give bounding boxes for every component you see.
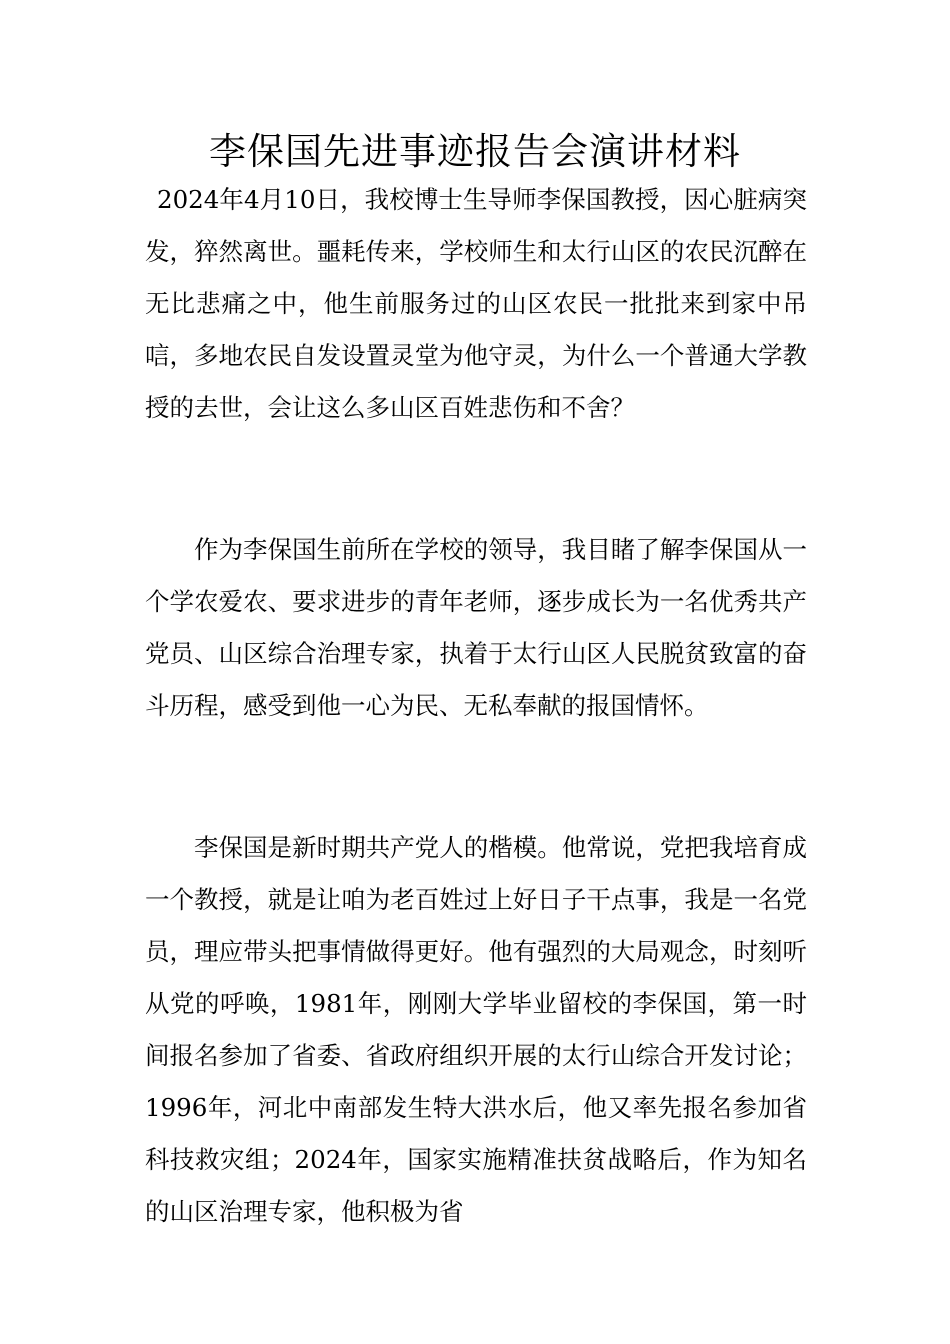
paragraph-2: 作为李保国生前所在学校的领导，我目睹了解李保国从一个学农爱农、要求进步的青年老师，逐步成长为一名优秀共产党员、山区综合治理专家，执着于太行山区人民脱贫致富的奋斗历程，感受到他一心为民、无私奉献的报国情怀。 xyxy=(145,535,807,720)
paragraph-3: 李保国是新时期共产党人的楷模。他常说，党把我培育成一个教授，就是让咱为老百姓过上好日子干点事，我是一名党员，理应带头把事情做得更好。他有强烈的大局观念，时刻听从党的呼唤，1981年，刚刚大学毕业留校的李保国，第一时间报名参加了省委、省政府组织开展的太行山综合开发讨论；1996年，河北中南部发生特大洪水后，他又率先报名参加省科技救灾组；2024年，国家实施精准扶贫战略后，作为知名的山区治理专家，他积极为省 xyxy=(145,833,807,1226)
paragraph-1: 2024年4月10日，我校博士生导师李保国教授，因心脏病突发，猝然离世。噩耗传来，学校师生和太行山区的农民沉醉在无比悲痛之中，他生前服务过的山区农民一批批来到家中吊唁，多地农民自发设置灵堂为他守灵，为什么一个普通大学教授的去世，会让这么多山区百姓悲伤和不舍？ xyxy=(145,185,807,422)
document-title: 李保国先进事迹报告会演讲材料 xyxy=(209,130,741,173)
